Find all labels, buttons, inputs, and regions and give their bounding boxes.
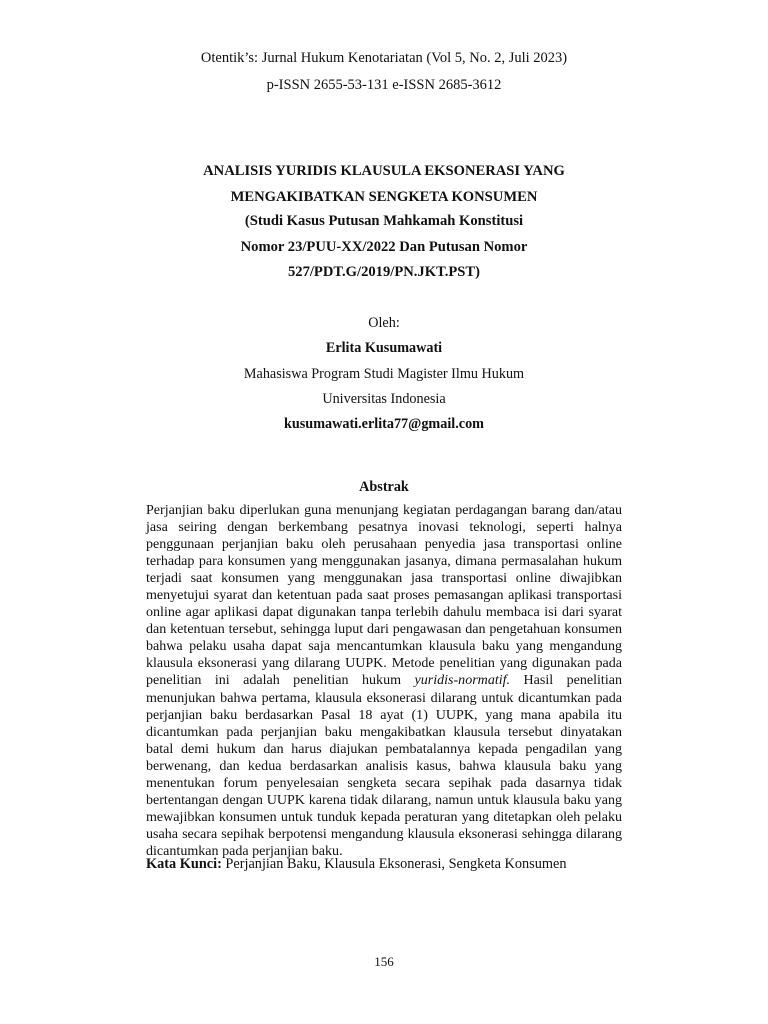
title-line: 527/PDT.G/2019/PN.JKT.PST) — [287, 264, 481, 280]
keywords-value: Perjanjian Baku, Klausula Eksonerasi, Sengketa Konsumen — [221, 856, 567, 872]
keywords-line — [146, 855, 626, 873]
journal-header: Otentik’s: Jurnal Hukum Kenotariatan (Vol 5, No. 2, Juli 2023) — [200, 50, 568, 66]
issn-line: p-ISSN 2655-53-131 e-ISSN 2685-3612 — [266, 77, 502, 93]
keywords-label: Kata Kunci: — [146, 856, 222, 872]
abstract-text-part: Perjanjian baku diperlukan guna menunjang kegiatan perdagangan barang dan/atau jasa seiring dengan berkembang pesatnya inovasi teknologi, seperti halnya penggunaan perjanjian baku oleh perusahaan penyedia jasa transportasi online terhadap para konsumen yang menggunakan jasanya, dimana permasalahan hukum terjadi saat konsumen yang menggunakan jasa transportasi online diwajibkan menyetujui syarat dan ketentuan pada saat proses pemasangan aplikasi transportasi online agar aplikasi dapat digunakan tanpa terlebih dahulu membaca isi dari syarat dan ketentuan tersebut, sehingga luput dari pengawasan dan pengetahuan konsumen bahwa pelaku usaha dapat saja mencantumkan klausula baku yang mengandung klausula eksonerasi yang dilarang UUPK. Metode penelitian yang digunakan pada penelitian ini adalah penelitian hukum — [146, 502, 622, 689]
title-line: (Studi Kasus Putusan Mahkamah Konstitusi — [244, 213, 524, 229]
title-line: ANALISIS YURIDIS KLAUSULA EKSONERASI YANG — [203, 163, 565, 179]
author-program: Mahasiswa Program Studi Magister Ilmu Hukum — [243, 366, 525, 382]
title-line: Nomor 23/PUU-XX/2022 Dan Putusan Nomor — [240, 239, 528, 255]
abstract-text — [146, 502, 622, 860]
abstract-heading: Abstrak — [359, 479, 409, 495]
author-email: kusumawati.erlita77@gmail.com — [284, 416, 484, 432]
title-line: MENGAKIBATKAN SENGKETA KONSUMEN — [230, 189, 538, 205]
author-name: Erlita Kusumawati — [325, 340, 443, 356]
by-label: Oleh: — [368, 315, 400, 331]
abstract-text-part: Hasil penelitian menunjukan bahwa pertama, klausula eksonerasi dilarang untuk dicantumkan pada perjanjian baku berdasarkan Pasal 18 ayat (1) UUPK, yang mana apabila itu dicantumkan pada perjanjian baku mengakibatkan klausula tersebut dinyatakan batal demi hukum dan harus diajukan pembatalannya kepada pengadilan yang berwenang, dan kedua berdasarkan analisis kasus, bahwa klausula baku yang menentukan forum penyelesaian sengketa secara sepihak pada dasarnya tidak bertentangan dengan UUPK karena tidak dilarang, namun untuk klausula baku yang mewajibkan konsumen untuk tunduk kepada peraturan yang ditetapkan oleh pelaku usaha secara sepihak berpotensi mengandung klausula eksonerasi sehingga dilarang dicantumkan pada perjanjian baku. — [146, 672, 622, 859]
author-university: Universitas Indonesia — [322, 391, 446, 407]
page-number: 156 — [374, 954, 394, 969]
abstract-italic-term: yuridis-normatif. — [414, 672, 511, 689]
